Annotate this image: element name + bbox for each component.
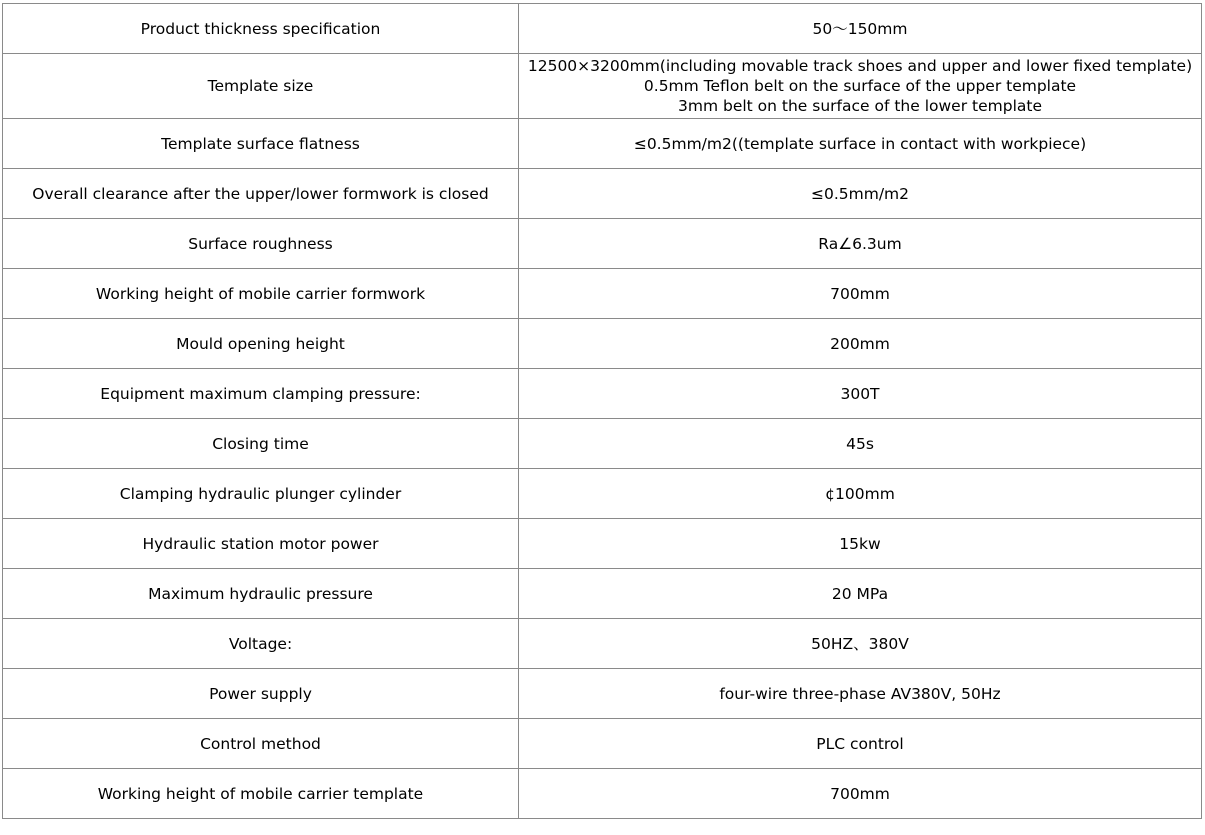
table-row	[3, 669, 1202, 719]
spec-label: Hydraulic station motor power	[3, 519, 519, 569]
table-row	[3, 619, 1202, 669]
spec-label: Product thickness specification	[3, 4, 519, 54]
table-row	[3, 419, 1202, 469]
table-row	[3, 169, 1202, 219]
table-row	[3, 769, 1202, 819]
spec-label: Maximum hydraulic pressure	[3, 569, 519, 619]
table-row	[3, 4, 1202, 54]
spec-label: Mould opening height	[3, 319, 519, 369]
spec-value: 700mm	[519, 269, 1202, 319]
table-row	[3, 469, 1202, 519]
table-row	[3, 719, 1202, 769]
table-row	[3, 269, 1202, 319]
table-row	[3, 319, 1202, 369]
spec-label: Template size	[3, 54, 519, 119]
spec-value: 15kw	[519, 519, 1202, 569]
spec-value: 200mm	[519, 319, 1202, 369]
table-row	[3, 119, 1202, 169]
table-row	[3, 519, 1202, 569]
spec-value: 300T	[519, 369, 1202, 419]
spec-value-line: 0.5mm Teflon belt on the surface of the upper template	[643, 77, 1077, 95]
spec-label: Surface roughness	[3, 219, 519, 269]
spec-value	[519, 54, 1202, 119]
table-row	[3, 569, 1202, 619]
table-row	[3, 54, 1202, 119]
spec-label: Clamping hydraulic plunger cylinder	[3, 469, 519, 519]
spec-value-line: 3mm belt on the surface of the lower template	[678, 97, 1042, 115]
spec-label: Working height of mobile carrier formwork	[3, 269, 519, 319]
spec-value: 700mm	[519, 769, 1202, 819]
spec-value: 50～150mm	[519, 4, 1202, 54]
spec-value: four-wire three-phase AV380V, 50Hz	[519, 669, 1202, 719]
spec-label: Control method	[3, 719, 519, 769]
spec-label: Power supply	[3, 669, 519, 719]
spec-value: ≤0.5mm/m2((template surface in contact with workpiece)	[519, 119, 1202, 169]
spec-label: Voltage:	[3, 619, 519, 669]
table-row	[3, 219, 1202, 269]
spec-value-line: 12500×3200mm(including movable track shoes and upper and lower fixed template)	[527, 57, 1193, 75]
spec-value: ¢100mm	[519, 469, 1202, 519]
spec-value: 50HZ、380V	[519, 619, 1202, 669]
spec-value: Ra∠6.3um	[519, 219, 1202, 269]
spec-label: Closing time	[3, 419, 519, 469]
spec-label: Overall clearance after the upper/lower formwork is closed	[3, 169, 519, 219]
spec-label: Equipment maximum clamping pressure:	[3, 369, 519, 419]
spec-value: PLC control	[519, 719, 1202, 769]
spec-label: Template surface flatness	[3, 119, 519, 169]
spec-label: Working height of mobile carrier template	[3, 769, 519, 819]
spec-value: 45s	[519, 419, 1202, 469]
spec-table	[2, 3, 1202, 819]
table-row	[3, 369, 1202, 419]
spec-value: 20 MPa	[519, 569, 1202, 619]
spec-value: ≤0.5mm/m2	[519, 169, 1202, 219]
